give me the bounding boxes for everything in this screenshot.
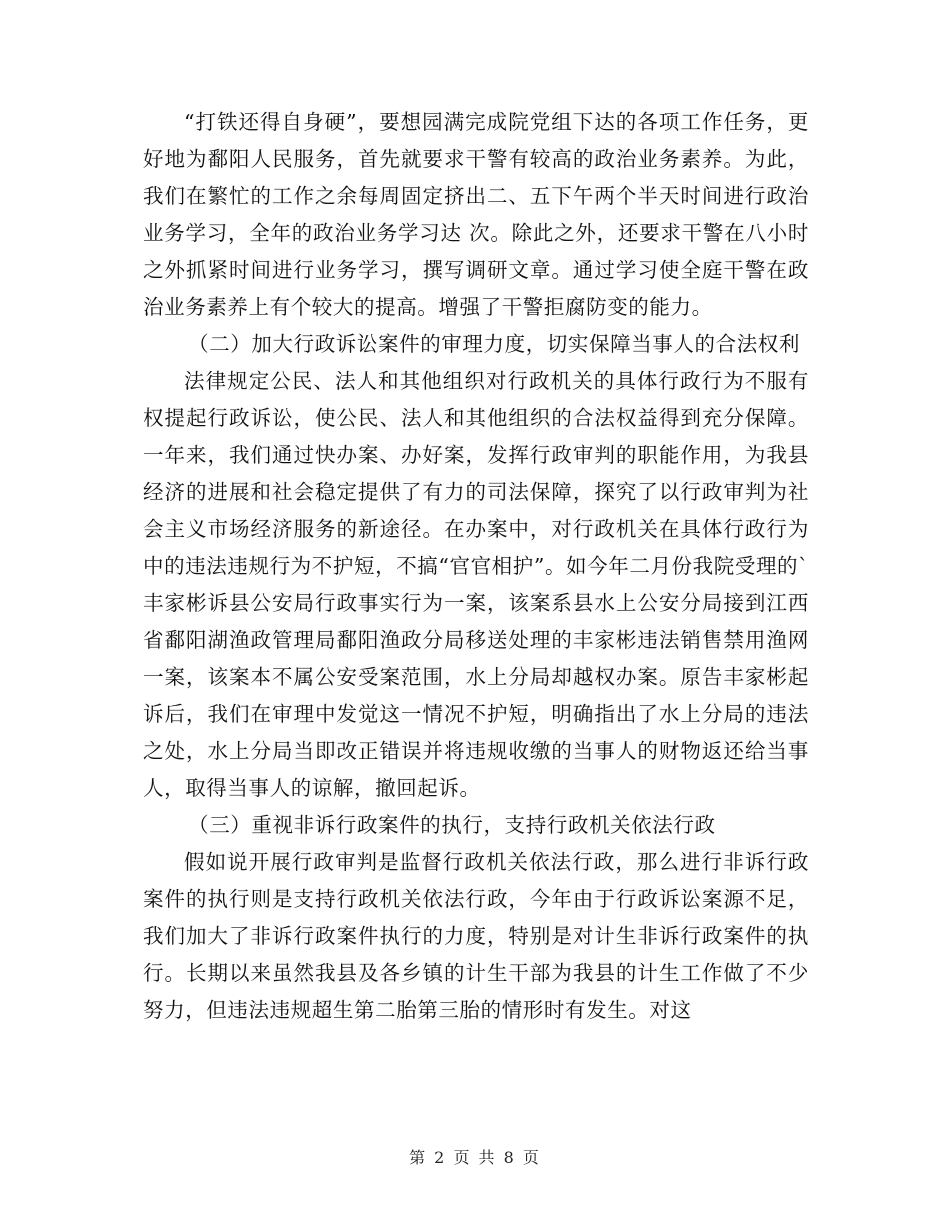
section-heading-3: （三）重视非诉行政案件的执行，支持行政机关依法行政 bbox=[188, 813, 716, 837]
page-number-footer: 第 2 页 共 8 页 bbox=[409, 1148, 541, 1167]
paragraph-administrative-litigation: 法律规定公民、法人和其他组织对行政机关的具体行政行为不服有权提起行政诉讼，使公民、法人和其他组织的合法权益得到充分保障。一年来，我们通过快办案、办好案，发挥行政审判的职能作用，为我县经济的进展和社会稳定提供了有力的司法保障，探究了以行政审判为社会主义市场经济服务的新途径。在办案中，对行政机关在具体行政行为中的违法违规行为不护短，不搞“官官相护”。如今年二月份我院受理的`丰家彬诉县公安局行政事实行为一案，该案系县水上公安分局接到江西省鄱阳湖渔政管理局鄱阳渔政分局移送处理的丰家彬违法销售禁用渔网一案，该案本不属公安受案范围，水上分局却越权办案。原告丰家彬起诉后，我们在审理中发觉这一情况不护短，明确指出了水上分局的违法之处，水上分局当即改正错误并将违规收缴的当事人的财物返还给当事人，取得当事人的谅解，撤回起诉。 bbox=[143, 369, 810, 800]
section-heading-2: （二）加大行政诉讼案件的审理力度，切实保障当事人的合法权利 bbox=[188, 332, 800, 356]
document-body bbox=[143, 104, 809, 1029]
paragraph-self-discipline: “打铁还得自身硬”，要想园满完成院党组下达的各项工作任务，更好地为鄱阳人民服务，首先就要求干警有较高的政治业务素养。为此，我们在繁忙的工作之余每周固定挤出二、五下午两个半天时间进行政治业务学习，全年的政治业务学习达 次。除此之外，还要求干警在八小时之外抓紧时间进行业务学习，撰写调研文章。通过学习使全庭干警在政治业务素养上有个较大的提高。增强了干警拒腐防变的能力。 bbox=[143, 110, 809, 319]
paragraph-non-litigation-execution: 假如说开展行政审判是监督行政机关依法行政，那么进行非诉行政案件的执行则是支持行政机关依法行政，今年由于行政诉讼案源不足，我们加大了非诉行政案件执行的力度，特别是对计生非诉行政案件的执行。长期以来虽然我县及各乡镇的计生干部为我县的计生工作做了不少努力，但违法违规超生第二胎第三胎的情形时有发生。对这 bbox=[143, 850, 809, 1022]
